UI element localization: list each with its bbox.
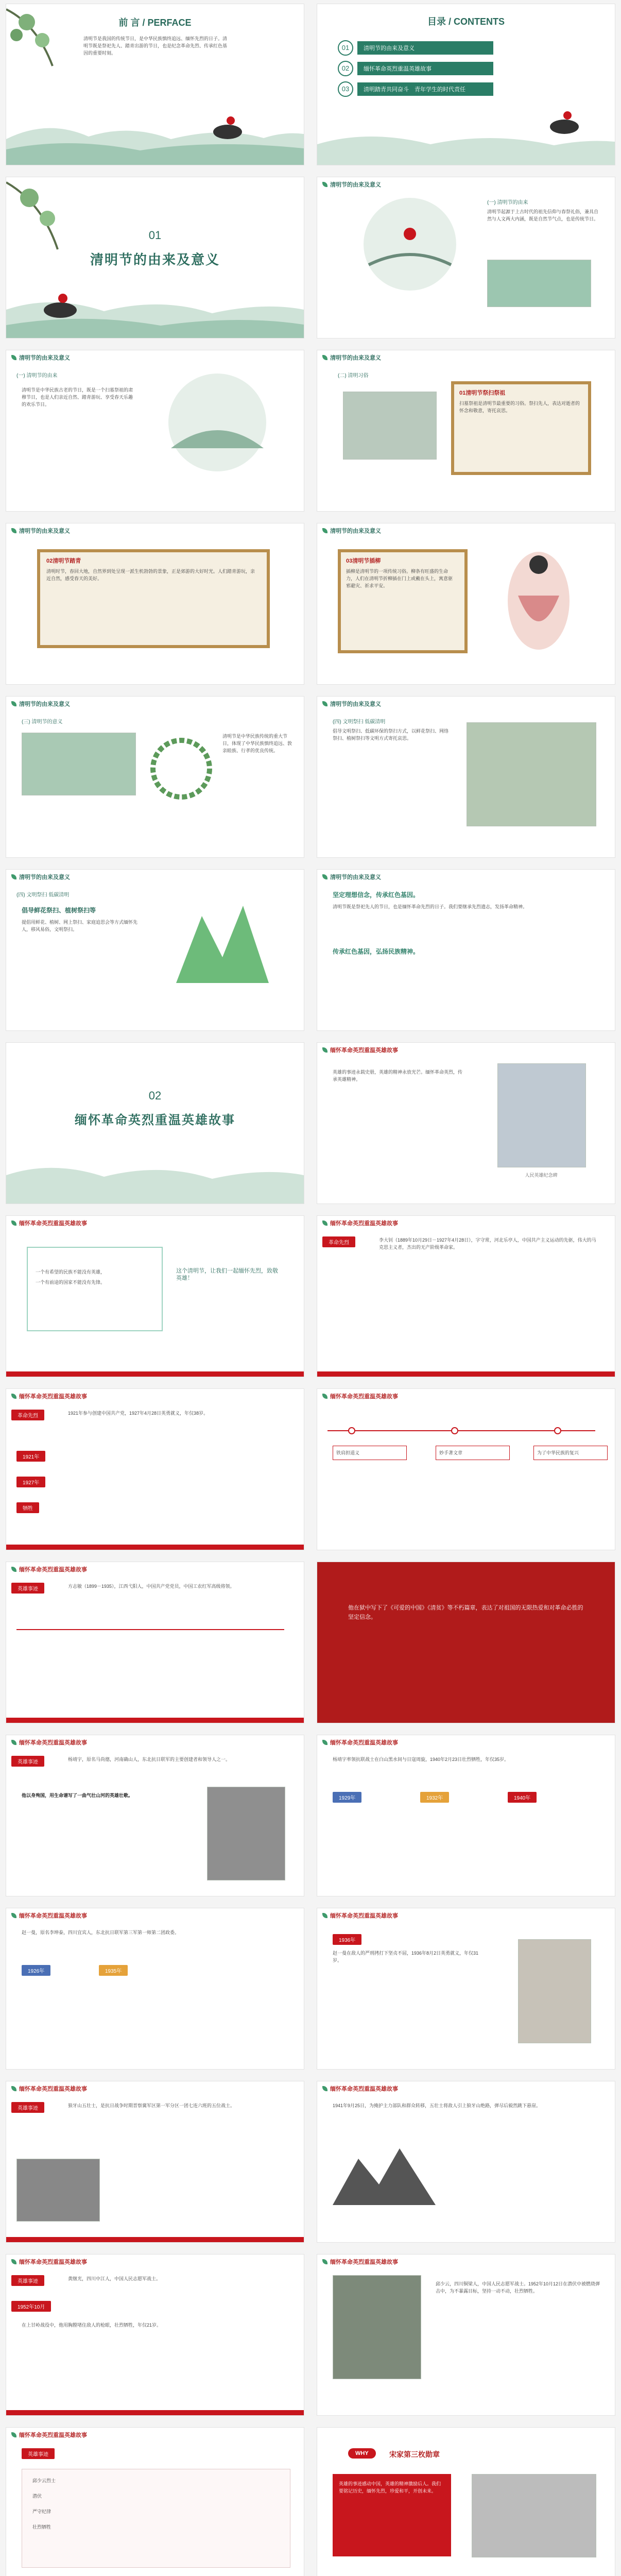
landscape-photo bbox=[487, 260, 591, 307]
body-text-2: 在上甘岭战役中，他用胸膛堵住敌人的枪眼，壮烈牺牲，年仅21岁。 bbox=[22, 2323, 162, 2328]
body-text: 赵一曼，原名李坤泰，四川宜宾人，东北抗日联军第三军第一师第二团政委。 bbox=[22, 1930, 180, 1935]
heading-1: 坚定理想信念，传承红色基因。 bbox=[333, 891, 420, 899]
subtitle: (四) 文明祭扫 低碳清明 bbox=[333, 719, 386, 725]
slide-customs-2[interactable] bbox=[6, 523, 304, 684]
leaf-icon bbox=[322, 182, 327, 187]
leaf-icon bbox=[322, 1221, 327, 1226]
slide-header: 清明节的由来及意义 bbox=[322, 700, 381, 708]
leaf-icon bbox=[11, 1567, 16, 1572]
body-text: 方志敏（1899－1935），江西弋阳人，中国共产党党员，中国工农红军高级将领。 bbox=[68, 1584, 235, 1589]
section-title: 清明节的由来及意义 bbox=[90, 252, 220, 267]
wreath-icon bbox=[145, 733, 217, 805]
great-wall-photo bbox=[16, 2159, 100, 2222]
red-footer bbox=[317, 1371, 615, 1377]
ox-rider-icon bbox=[207, 112, 248, 143]
box-body: 扫墓祭祖是清明节最重要的习俗。祭扫先人，表达对逝者的怀念和敬意，寄托哀思。 bbox=[459, 401, 580, 413]
photo-caption: 人民英雄纪念碑 bbox=[525, 1173, 558, 1178]
toc-item-2[interactable] bbox=[338, 61, 493, 76]
content-frame bbox=[338, 549, 468, 653]
slide-section-01[interactable] bbox=[6, 177, 304, 338]
monument-photo bbox=[497, 1063, 586, 1167]
body-text: 狼牙山五壮士，是抗日战争时期晋察冀军区第一军分区一团七连六班的五位战士。 bbox=[68, 2103, 235, 2108]
slide-qiu[interactable] bbox=[317, 2255, 615, 2415]
slide-timeline-2[interactable] bbox=[317, 1389, 615, 1550]
preface-body: 清明节是我国的传统节日，是中华民族慎终追远、缅怀先烈的日子。清明节既是祭祀先人、踏青出游的节日，也是纪念革命先烈、传承红色基因的重要时刻。 bbox=[83, 36, 228, 56]
slide-meaning[interactable] bbox=[6, 697, 304, 857]
body-text: 邱少云，四川铜梁人，中国人民志愿军战士。1952年10月12日在潜伏中被燃烧弹击中，为不暴露目标，坚持一动不动，壮烈牺牲。 bbox=[436, 2281, 600, 2294]
hero-tag: 英雄事迹 bbox=[11, 1583, 44, 1594]
content-frame bbox=[37, 549, 270, 648]
heading: 倡导鲜花祭扫、植树祭扫等 bbox=[22, 907, 96, 914]
leaf-icon bbox=[11, 1740, 16, 1745]
timeline-tag-1: 1921年 bbox=[16, 1451, 45, 1462]
slide-hero-yang[interactable] bbox=[6, 1735, 304, 1896]
toc-item-1[interactable] bbox=[338, 40, 493, 56]
body-text: 李大钊（1889年10月29日－1927年4月28日），字守常，河北乐亭人，中国共产主义运动的先驱，伟大的马克思主义者，杰出的无产阶级革命家。 bbox=[379, 1238, 596, 1250]
slide-header: 清明节的由来及意义 bbox=[11, 700, 70, 708]
list-item: 潜伏 bbox=[32, 2494, 42, 2499]
toc-label: 缅怀革命英烈重温英雄故事 bbox=[357, 62, 493, 75]
list-item: 严守纪律 bbox=[32, 2509, 51, 2514]
red-footer bbox=[6, 1545, 304, 1550]
slide-yang-timeline[interactable] bbox=[317, 1735, 615, 1896]
slide-header: 清明节的由来及意义 bbox=[11, 353, 70, 362]
leaf-icon bbox=[322, 2086, 327, 2091]
slide-header: 缅怀革命英烈重温英雄故事 bbox=[11, 2258, 87, 2266]
hero-tag: 英雄事迹 bbox=[22, 2448, 55, 2459]
slide-quote[interactable] bbox=[6, 1216, 304, 1377]
leaf-icon bbox=[11, 2086, 16, 2091]
body-text: 赵一曼在敌人的严刑拷打下坚贞不屈，1936年8月2日英勇就义，年仅31岁。 bbox=[333, 1951, 479, 1963]
list-item: 邱少云烈士 bbox=[32, 2478, 56, 2483]
red-panel bbox=[333, 2474, 451, 2556]
leaf-icon bbox=[322, 1740, 327, 1745]
hero-tag: 革命先烈 bbox=[322, 1236, 355, 1247]
people-photo bbox=[472, 2474, 596, 2557]
slide-header: 清明节的由来及意义 bbox=[322, 873, 381, 881]
slide-header: 缅怀革命英烈重温英雄故事 bbox=[322, 2258, 398, 2266]
mountain-sketch bbox=[333, 2143, 436, 2205]
green-mountain-art bbox=[171, 895, 274, 988]
ox-rider-icon bbox=[37, 291, 83, 321]
slide-timeline-1[interactable] bbox=[6, 1389, 304, 1550]
slide-header: 缅怀革命英烈重温英雄故事 bbox=[11, 1219, 87, 1227]
body-text: 清明节是中华民族传统的重大节日，体现了中华民族慎终追远、敦亲睦族、行孝的优良传统。 bbox=[222, 734, 292, 753]
leaf-icon bbox=[11, 1221, 16, 1226]
body-text: 1921年参与创建中国共产党，1927年4月28日英勇就义，年仅38岁。 bbox=[68, 1411, 209, 1416]
ink-circle-scene bbox=[161, 371, 274, 474]
ox-rider-icon bbox=[544, 107, 585, 138]
slide-wolf-mountain[interactable] bbox=[6, 2081, 304, 2242]
quote-box bbox=[27, 1247, 163, 1331]
why-badge: WHY bbox=[348, 2448, 376, 2459]
subtitle: (四) 文明祭扫 低碳清明 bbox=[16, 892, 70, 898]
hero-tag: 革命先烈 bbox=[11, 1410, 44, 1420]
hero-tag: 英雄事迹 bbox=[11, 2102, 44, 2113]
subtitle: (一) 清明节的由来 bbox=[487, 200, 528, 206]
box-3: 为了中华民族的复兴 bbox=[533, 1446, 608, 1460]
red-footer bbox=[6, 1718, 304, 1723]
leaf-icon bbox=[11, 1394, 16, 1399]
section-number: 02 bbox=[148, 1089, 162, 1102]
slide-header: 缅怀革命英烈重温英雄故事 bbox=[322, 1046, 398, 1054]
slide-huang[interactable] bbox=[6, 2255, 304, 2415]
year-tag-1: 1929年 bbox=[333, 1792, 361, 1803]
side-text: 这个清明节，让我们一起缅怀先烈，致敬英雄！ bbox=[176, 1268, 278, 1281]
leaf-icon bbox=[322, 528, 327, 533]
slide-hero-zhao[interactable] bbox=[6, 1908, 304, 2069]
slide-header: 缅怀革命英烈重温英雄故事 bbox=[322, 2084, 398, 2093]
subtitle: (三) 清明节的意义 bbox=[22, 719, 63, 725]
body-text: 杨靖宇，原名马尚德，河南确山人，东北抗日联军的主要创建者和领导人之一。 bbox=[68, 1757, 231, 1762]
slide-header: 缅怀革命英烈重温英雄故事 bbox=[11, 1911, 87, 1920]
panel-body: 英雄的事迹感动中国，英雄的精神激励后人。我们要铭记历史，缅怀先烈，珍爱和平，开创未来。 bbox=[339, 2481, 441, 2494]
slide-qiu-list[interactable] bbox=[6, 2428, 304, 2576]
leaf-icon bbox=[322, 874, 327, 879]
slide-header: 缅怀革命英烈重温英雄故事 bbox=[11, 2431, 87, 2439]
slide-origin-1[interactable] bbox=[317, 177, 615, 338]
slide-header: 缅怀革命英烈重温英雄故事 bbox=[322, 1392, 398, 1400]
tomb-photo bbox=[343, 392, 437, 460]
ink-mountain-bg bbox=[6, 1147, 304, 1204]
slide-wolf-story[interactable] bbox=[317, 2081, 615, 2242]
body-text: 英雄的事迹永载史册，英雄的精神永放光芒。缅怀革命英烈，传承英雄精神。 bbox=[333, 1070, 463, 1082]
content-frame bbox=[451, 381, 591, 475]
slide-header: 缅怀革命英烈重温英雄故事 bbox=[322, 1911, 398, 1920]
toc-number: 03 bbox=[338, 81, 353, 97]
slide-customs-3[interactable] bbox=[317, 523, 615, 684]
box-body: 插柳是清明节的一项传统习俗。柳条有旺盛的生命力，人们在清明节折柳插在门上或戴在头上，寓意驱邪避灾、祈求平安。 bbox=[346, 569, 453, 588]
ancient-painting bbox=[467, 722, 596, 826]
quote-text: 他以身殉国，用生命谱写了一曲气壮山河的英雄壮歌。 bbox=[22, 1793, 133, 1798]
preface-title: 前 言 / PERFACE bbox=[118, 18, 192, 28]
ink-circle-scene bbox=[358, 193, 461, 296]
toc-item-3[interactable] bbox=[338, 81, 493, 97]
list-item: 壮烈牺牲 bbox=[32, 2524, 51, 2530]
body-text: 倡导文明祭扫、低碳环保的祭扫方式，以鲜花祭扫、网络祭扫、植树祭扫等文明方式寄托哀思。 bbox=[333, 728, 449, 741]
toc-label: 清明节的由来及意义 bbox=[357, 41, 493, 55]
slide-header: 清明节的由来及意义 bbox=[322, 180, 381, 189]
slide-header: 缅怀革命英烈重温英雄故事 bbox=[322, 1738, 398, 1747]
box-1: 铁肩担道义 bbox=[333, 1446, 407, 1460]
hero-portrait bbox=[333, 2275, 421, 2379]
village-photo bbox=[22, 733, 136, 795]
hero-portrait bbox=[518, 1939, 591, 2043]
slide-header: 缅怀革命英烈重温英雄故事 bbox=[11, 1392, 87, 1400]
timeline-tag-3: 牺牲 bbox=[16, 1502, 39, 1513]
year-tag-1: 1926年 bbox=[22, 1965, 50, 1976]
slide-origin-2[interactable] bbox=[6, 350, 304, 511]
body-text: 杨靖宇率领抗联战士在白山黑水间与日寇周旋，1940年2月23日壮烈牺牲，年仅35岁。 bbox=[333, 1757, 509, 1762]
box-2: 妙手著文章 bbox=[436, 1446, 510, 1460]
slide-contents[interactable] bbox=[317, 4, 615, 165]
tree-branch-icon bbox=[6, 177, 83, 255]
leaf-icon bbox=[11, 355, 16, 360]
timeline-dot bbox=[451, 1427, 458, 1434]
slide-section-02[interactable] bbox=[6, 1043, 304, 1204]
leaf-icon bbox=[11, 2432, 16, 2437]
year-tag-3: 1940年 bbox=[508, 1792, 537, 1803]
leaf-icon bbox=[322, 1913, 327, 1918]
slide-civilized-1[interactable] bbox=[317, 697, 615, 857]
toc-label: 清明踏青共同奋斗 青年学生的时代责任 bbox=[357, 82, 493, 96]
list-box bbox=[22, 2469, 290, 2568]
slide-monument[interactable] bbox=[317, 1043, 615, 1204]
section-number: 01 bbox=[148, 229, 162, 242]
subtitle: (一) 清明节的由来 bbox=[16, 373, 58, 379]
leaf-icon bbox=[322, 1394, 327, 1399]
heading: 宋家第三枚勋章 bbox=[389, 2450, 440, 2459]
box-title: 03清明节插柳 bbox=[346, 558, 381, 564]
body-text: 黄继光，四川中江人，中国人民志愿军战士。 bbox=[68, 2276, 161, 2281]
red-footer bbox=[6, 2237, 304, 2242]
body-text: 他在狱中写下了《可爱的中国》《清贫》等不朽篇章，表达了对祖国的无限热爱和对革命必胜的坚定信念。 bbox=[348, 1605, 583, 1620]
slide-preface[interactable] bbox=[6, 4, 304, 165]
body-text: 清明节是中华民族古老的节日，既是一个扫墓祭祖的肃穆节日，也是人们亲近自然、踏青游玩、享受春天乐趣的欢乐节日。 bbox=[22, 387, 133, 407]
slide-customs-1[interactable] bbox=[317, 350, 615, 511]
timeline-dot bbox=[348, 1427, 355, 1434]
red-footer bbox=[6, 1371, 304, 1377]
slide-header: 缅怀革命英烈重温英雄故事 bbox=[322, 1219, 398, 1227]
slide-hero-li[interactable] bbox=[317, 1216, 615, 1377]
body-text: 清明节起源于上古时代的祖先信仰与春祭礼俗，兼具自然与人文两大内涵，既是自然节气点，也是传统节日。 bbox=[487, 209, 599, 222]
slide-header: 清明节的由来及意义 bbox=[322, 353, 381, 362]
slide-zhao-2[interactable] bbox=[317, 1908, 615, 2069]
box-title: 01清明节祭扫祭祖 bbox=[459, 390, 506, 396]
slide-civilized-2[interactable] bbox=[6, 870, 304, 1030]
box-body: 清明时节，春回大地，自然界到处呈现一派生机勃勃的景象，正是郊游的大好时光。人们踏青游玩，亲近自然，感受春天的美好。 bbox=[46, 569, 255, 581]
quote-line-2: 一个有前途的国家不能没有先锋。 bbox=[36, 1280, 106, 1285]
body-text: 1941年9月25日，为掩护主力部队和群众转移，五壮士将敌人引上狼牙山绝路，弹尽后毅然跳下悬崖。 bbox=[333, 2103, 541, 2108]
slide-red-gene[interactable] bbox=[317, 870, 615, 1030]
slide-header: 清明节的由来及意义 bbox=[322, 527, 381, 535]
tree-branch-icon bbox=[6, 4, 73, 76]
leaf-icon bbox=[11, 528, 16, 533]
lady-painting bbox=[487, 544, 590, 657]
quote-line-1: 一个有希望的民族不能没有英雄， bbox=[36, 1269, 106, 1275]
leaf-icon bbox=[322, 701, 327, 706]
hero-tag: 英雄事迹 bbox=[11, 2275, 44, 2286]
slide-header: 清明节的由来及意义 bbox=[11, 873, 70, 881]
leaf-icon bbox=[11, 701, 16, 706]
leaf-icon bbox=[322, 355, 327, 360]
subtitle: (二) 清明习俗 bbox=[338, 373, 369, 379]
body-text: 提倡用鲜花、植树、网上祭扫、家庭追思会等方式缅怀先人，移风易俗，文明祭扫。 bbox=[22, 920, 138, 932]
section-title: 缅怀革命英烈重温英雄故事 bbox=[75, 1113, 235, 1127]
slide-header: 缅怀革命英烈重温英雄故事 bbox=[11, 1738, 87, 1747]
hero-tag: 英雄事迹 bbox=[11, 1756, 44, 1767]
heading-2: 传承红色基因，弘扬民族精神。 bbox=[333, 948, 420, 955]
body-text: 清明节既是祭祀先人的节日，也是缅怀革命先烈的日子。我们要继承先烈遗志，发扬革命精神。 bbox=[333, 904, 528, 909]
year-tag: 1936年 bbox=[333, 1934, 361, 1945]
contents-title: 目录 / CONTENTS bbox=[427, 16, 505, 27]
slide-header: 缅怀革命英烈重温英雄故事 bbox=[11, 1565, 87, 1573]
toc-number: 02 bbox=[338, 61, 353, 76]
year-tag: 1952年10月 bbox=[11, 2301, 51, 2312]
timeline-dot bbox=[554, 1427, 561, 1434]
timeline-tag-2: 1927年 bbox=[16, 1477, 45, 1487]
slide-header: 清明节的由来及意义 bbox=[11, 527, 70, 535]
leaf-icon bbox=[11, 2259, 16, 2264]
hero-portrait bbox=[207, 1787, 285, 1880]
year-tag-2: 1935年 bbox=[99, 1965, 128, 1976]
box-title: 02清明节踏青 bbox=[46, 558, 81, 564]
leaf-icon bbox=[11, 874, 16, 879]
leaf-icon bbox=[322, 2259, 327, 2264]
leaf-icon bbox=[11, 1913, 16, 1918]
leaf-icon bbox=[322, 1047, 327, 1053]
slide-hero-fang[interactable] bbox=[6, 1562, 304, 1723]
red-footer bbox=[6, 2410, 304, 2415]
ink-mountain-bg bbox=[6, 108, 304, 165]
toc-number: 01 bbox=[338, 40, 353, 56]
slide-why[interactable] bbox=[317, 2428, 615, 2576]
year-tag-2: 1932年 bbox=[420, 1792, 449, 1803]
timeline-line bbox=[16, 1629, 284, 1630]
slide-fang-quote[interactable] bbox=[317, 1562, 615, 1723]
slide-header: 缅怀革命英烈重温英雄故事 bbox=[11, 2084, 87, 2093]
